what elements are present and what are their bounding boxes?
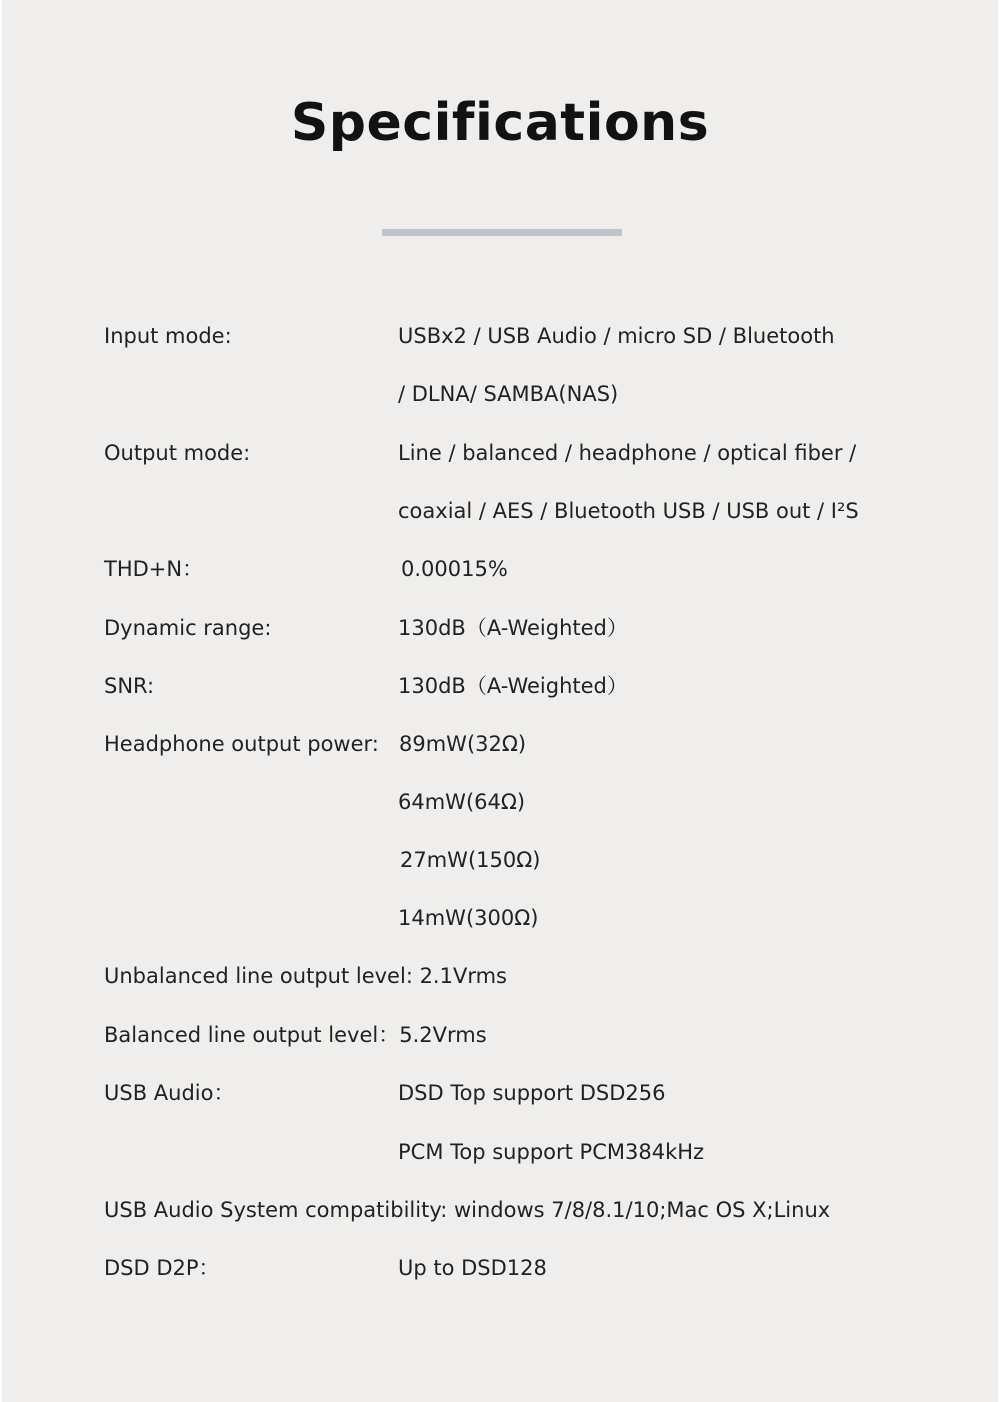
snr-value: 130dB（A-Weighted）	[398, 674, 628, 698]
usb-audio-pcm-value: PCM Top support PCM384kHz	[398, 1140, 705, 1164]
dsd-d2p-value: Up to DSD128	[398, 1256, 547, 1280]
balanced-line-output: Balanced line output level：5.2Vrms	[104, 1023, 487, 1047]
input-mode-value: USBx2 / USB Audio / micro SD / Bluetooth	[398, 324, 835, 348]
snr-label: SNR:	[104, 674, 155, 698]
spec-panel	[2, 0, 998, 1402]
usb-compatibility: USB Audio System compatibility: windows 7/8/8.1/10;Mac OS X;Linux	[104, 1198, 831, 1222]
dynamic-range-label: Dynamic range:	[104, 616, 272, 640]
title-divider	[382, 229, 622, 236]
unbalanced-line-output: Unbalanced line output level: 2.1Vrms	[104, 964, 507, 988]
headphone-power-label: Headphone output power:	[104, 732, 379, 756]
dynamic-range-value: 130dB（A-Weighted）	[398, 616, 628, 640]
headphone-power-value-150: 27mW(150Ω)	[400, 848, 541, 872]
headphone-power-value-64: 64mW(64Ω)	[398, 790, 526, 814]
usb-audio-label: USB Audio：	[104, 1081, 235, 1105]
input-mode-value-cont: / DLNA/ SAMBA(NAS)	[398, 382, 619, 406]
thdn-value: 0.00015%	[401, 557, 508, 581]
page-title: Specifications	[290, 93, 710, 153]
headphone-power-value-32: 89mW(32Ω)	[399, 732, 527, 756]
headphone-power-value-300: 14mW(300Ω)	[398, 906, 539, 930]
thdn-label: THD+N：	[104, 557, 204, 581]
input-mode-label: Input mode:	[104, 324, 232, 348]
dsd-d2p-label: DSD D2P：	[104, 1256, 220, 1280]
usb-audio-dsd-value: DSD Top support DSD256	[398, 1081, 666, 1105]
output-mode-value: Line / balanced / headphone / optical fiber /	[398, 441, 857, 465]
output-mode-label: Output mode:	[104, 441, 251, 465]
output-mode-value-cont: coaxial / AES / Bluetooth USB / USB out / I²S	[398, 499, 859, 523]
